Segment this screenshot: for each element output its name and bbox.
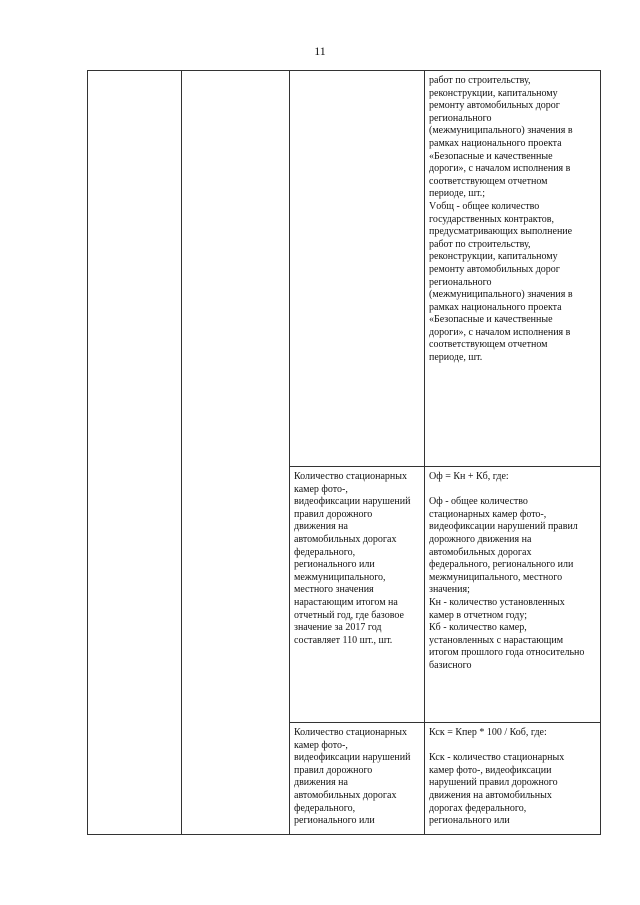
table-cell-empty bbox=[88, 71, 182, 835]
table-cell-formula bbox=[425, 71, 601, 467]
indicator-text: Количество стационарных камер фото-, видеофиксации нарушений правил дорожного движения на автомобильных дорогах федерального, регионального или межмуниципального, местного значения нарастающим итогом на отчетный год, где базовое значение за 2017 год составляет 110 шт., шт. bbox=[294, 471, 411, 646]
table-cell-formula bbox=[425, 467, 601, 723]
table-row bbox=[88, 71, 601, 467]
formula-text: Кск = Кпер * 100 / Коб, где: Кск - количество стационарных камер фото-, видеофиксации нарушений правил дорожного движения на автомобильных дорогах федерального, регионального или bbox=[429, 727, 565, 827]
indicator-text: Количество стационарных камер фото-, видеофиксации нарушений правил дорожного движения на автомобильных дорогах федерального, регионального или bbox=[294, 727, 411, 827]
table-cell-indicator bbox=[290, 723, 425, 835]
table-cell-indicator bbox=[290, 467, 425, 723]
formula-text: работ по строительству, реконструкции, капитальному ремонту автомобильных дорог регионального (межмуниципального) значения в рамках национального проекта «Безопасные и качественные дороги», с началом исполнения в соответствующем отчетном периоде, шт.; Vобщ - общее количество государственных контрактов, предусматривающих выполнение работ по строительству, реконструкции, капитальному ремонту автомобильных дорог регионального (межмуниципального) значения в рамках национального проекта «Безопасные и качественные дороги», с началом исполнения в соответствующем отчетном периоде, шт. bbox=[429, 75, 573, 364]
page-number: 11 bbox=[314, 44, 326, 58]
table-cell-indicator bbox=[290, 71, 425, 467]
formula-text: Оф = Кн + Кб, где: Оф - общее количество стационарных камер фото-, видеофиксации нарушений правил дорожного движения на автомобильных дорогах федерального, регионального или межмуниципального, местного значения; Кн - количество установленных камер в отчетном году; Кб - количество камер, установленных с нарастающим итогом прошлого года относительно базисного bbox=[429, 471, 585, 671]
indicator-text bbox=[290, 71, 424, 75]
table-cell-empty bbox=[182, 71, 290, 835]
indicator-table bbox=[87, 70, 601, 835]
table-cell-formula bbox=[425, 723, 601, 835]
